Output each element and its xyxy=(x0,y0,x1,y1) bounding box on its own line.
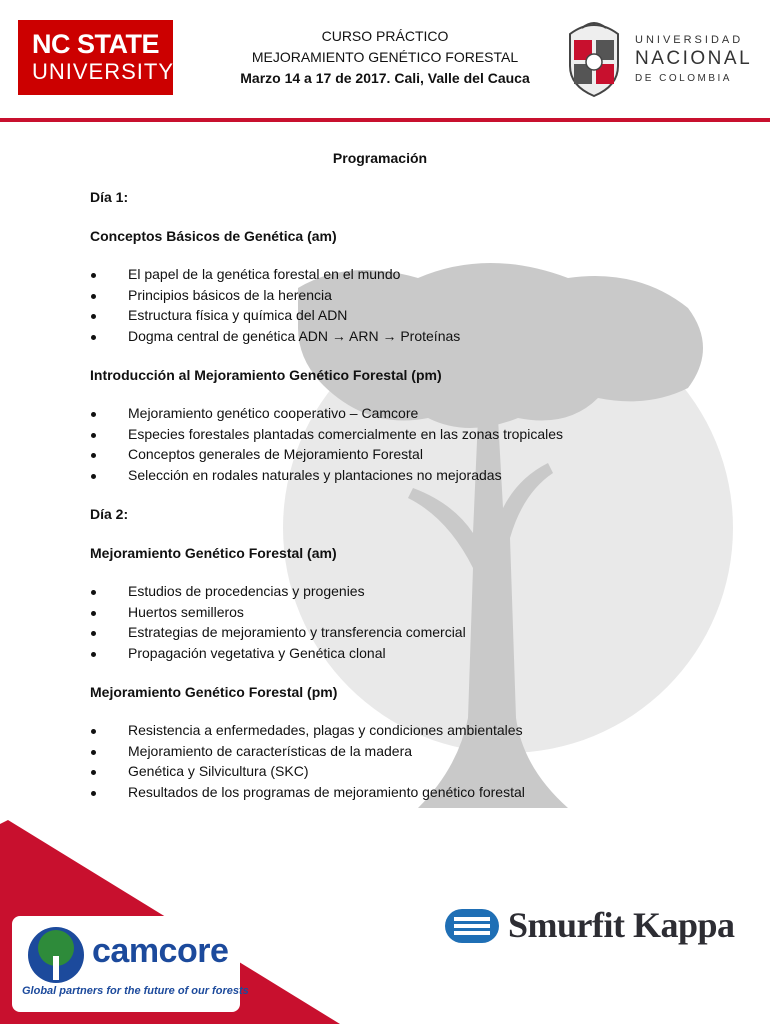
list-item: Genética y Silvicultura (SKC) xyxy=(90,761,730,782)
ncsu-logo xyxy=(18,20,173,95)
section-heading: Mejoramiento Genético Forestal (am) xyxy=(90,545,337,561)
list-item: Huertos semilleros xyxy=(90,602,730,623)
camcore-tree-icon xyxy=(26,926,86,984)
course-date-place: Marzo 14 a 17 de 2017. Cali, Valle del Cauca xyxy=(240,70,530,86)
list-item: Selección en rodales naturales y plantaciones no mejoradas xyxy=(90,465,730,486)
unal-wordmark xyxy=(635,34,752,84)
list-item: Estudios de procedencias y progenies xyxy=(90,581,730,602)
section-heading: Conceptos Básicos de Genética (am) xyxy=(90,228,337,244)
topic-list xyxy=(90,264,730,346)
list-item: Mejoramiento genético cooperativo – Camcore xyxy=(90,403,730,424)
list-item: Principios básicos de la herencia xyxy=(90,285,730,306)
topic-list xyxy=(90,720,730,802)
unal-line3: DE COLOMBIA xyxy=(635,73,732,84)
header-divider xyxy=(0,118,770,122)
ncsu-logo-line2: UNIVERSITY xyxy=(32,58,175,84)
list-item: Conceptos generales de Mejoramiento Forestal xyxy=(90,444,730,465)
section-heading: Introducción al Mejoramiento Genético Forestal (pm) xyxy=(90,367,442,383)
smurfit-mark-icon xyxy=(444,908,500,944)
list-item: Estrategias de mejoramiento y transferencia comercial xyxy=(90,622,730,643)
list-item: Propagación vegetativa y Genética clonal xyxy=(90,643,730,664)
camcore-tagline: Global partners for the future of our forests xyxy=(22,985,249,997)
course-name: MEJORAMIENTO GENÉTICO FORESTAL xyxy=(251,49,519,65)
day2-label: Día 2: xyxy=(90,506,129,522)
list-item: Especies forestales plantadas comercialmente en las zonas tropicales xyxy=(90,424,730,445)
list-item: Resultados de los programas de mejoramiento genético forestal xyxy=(90,782,730,803)
list-item: Resistencia a enfermedades, plagas y condiciones ambientales xyxy=(90,720,730,741)
unal-line1: UNIVERSIDAD xyxy=(635,34,744,46)
smurfit-kappa-logo xyxy=(444,902,764,952)
list-item: Dogma central de genética ADN → ARN → Proteínas xyxy=(90,326,730,347)
camcore-logo xyxy=(12,916,249,1012)
section-heading: Mejoramiento Genético Forestal (pm) xyxy=(90,684,338,700)
topic-list xyxy=(90,403,730,485)
list-item: El papel de la genética forestal en el mundo xyxy=(90,264,730,285)
camcore-name: camcore xyxy=(92,932,229,970)
topic-list xyxy=(90,581,730,663)
program-content xyxy=(90,150,730,823)
ncsu-logo-line1: NC STATE xyxy=(32,28,159,59)
program-title: Programación xyxy=(332,150,428,166)
smurfit-name: Smurfit Kappa xyxy=(508,905,735,945)
list-item: Mejoramiento de características de la madera xyxy=(90,741,730,762)
course-type: CURSO PRÁCTICO xyxy=(321,28,449,44)
course-title xyxy=(215,26,555,89)
day1-label: Día 1: xyxy=(90,189,129,205)
list-item: Estructura física y química del ADN xyxy=(90,305,730,326)
unal-line2: NACIONAL xyxy=(635,48,753,69)
unal-shield-icon xyxy=(560,14,628,98)
